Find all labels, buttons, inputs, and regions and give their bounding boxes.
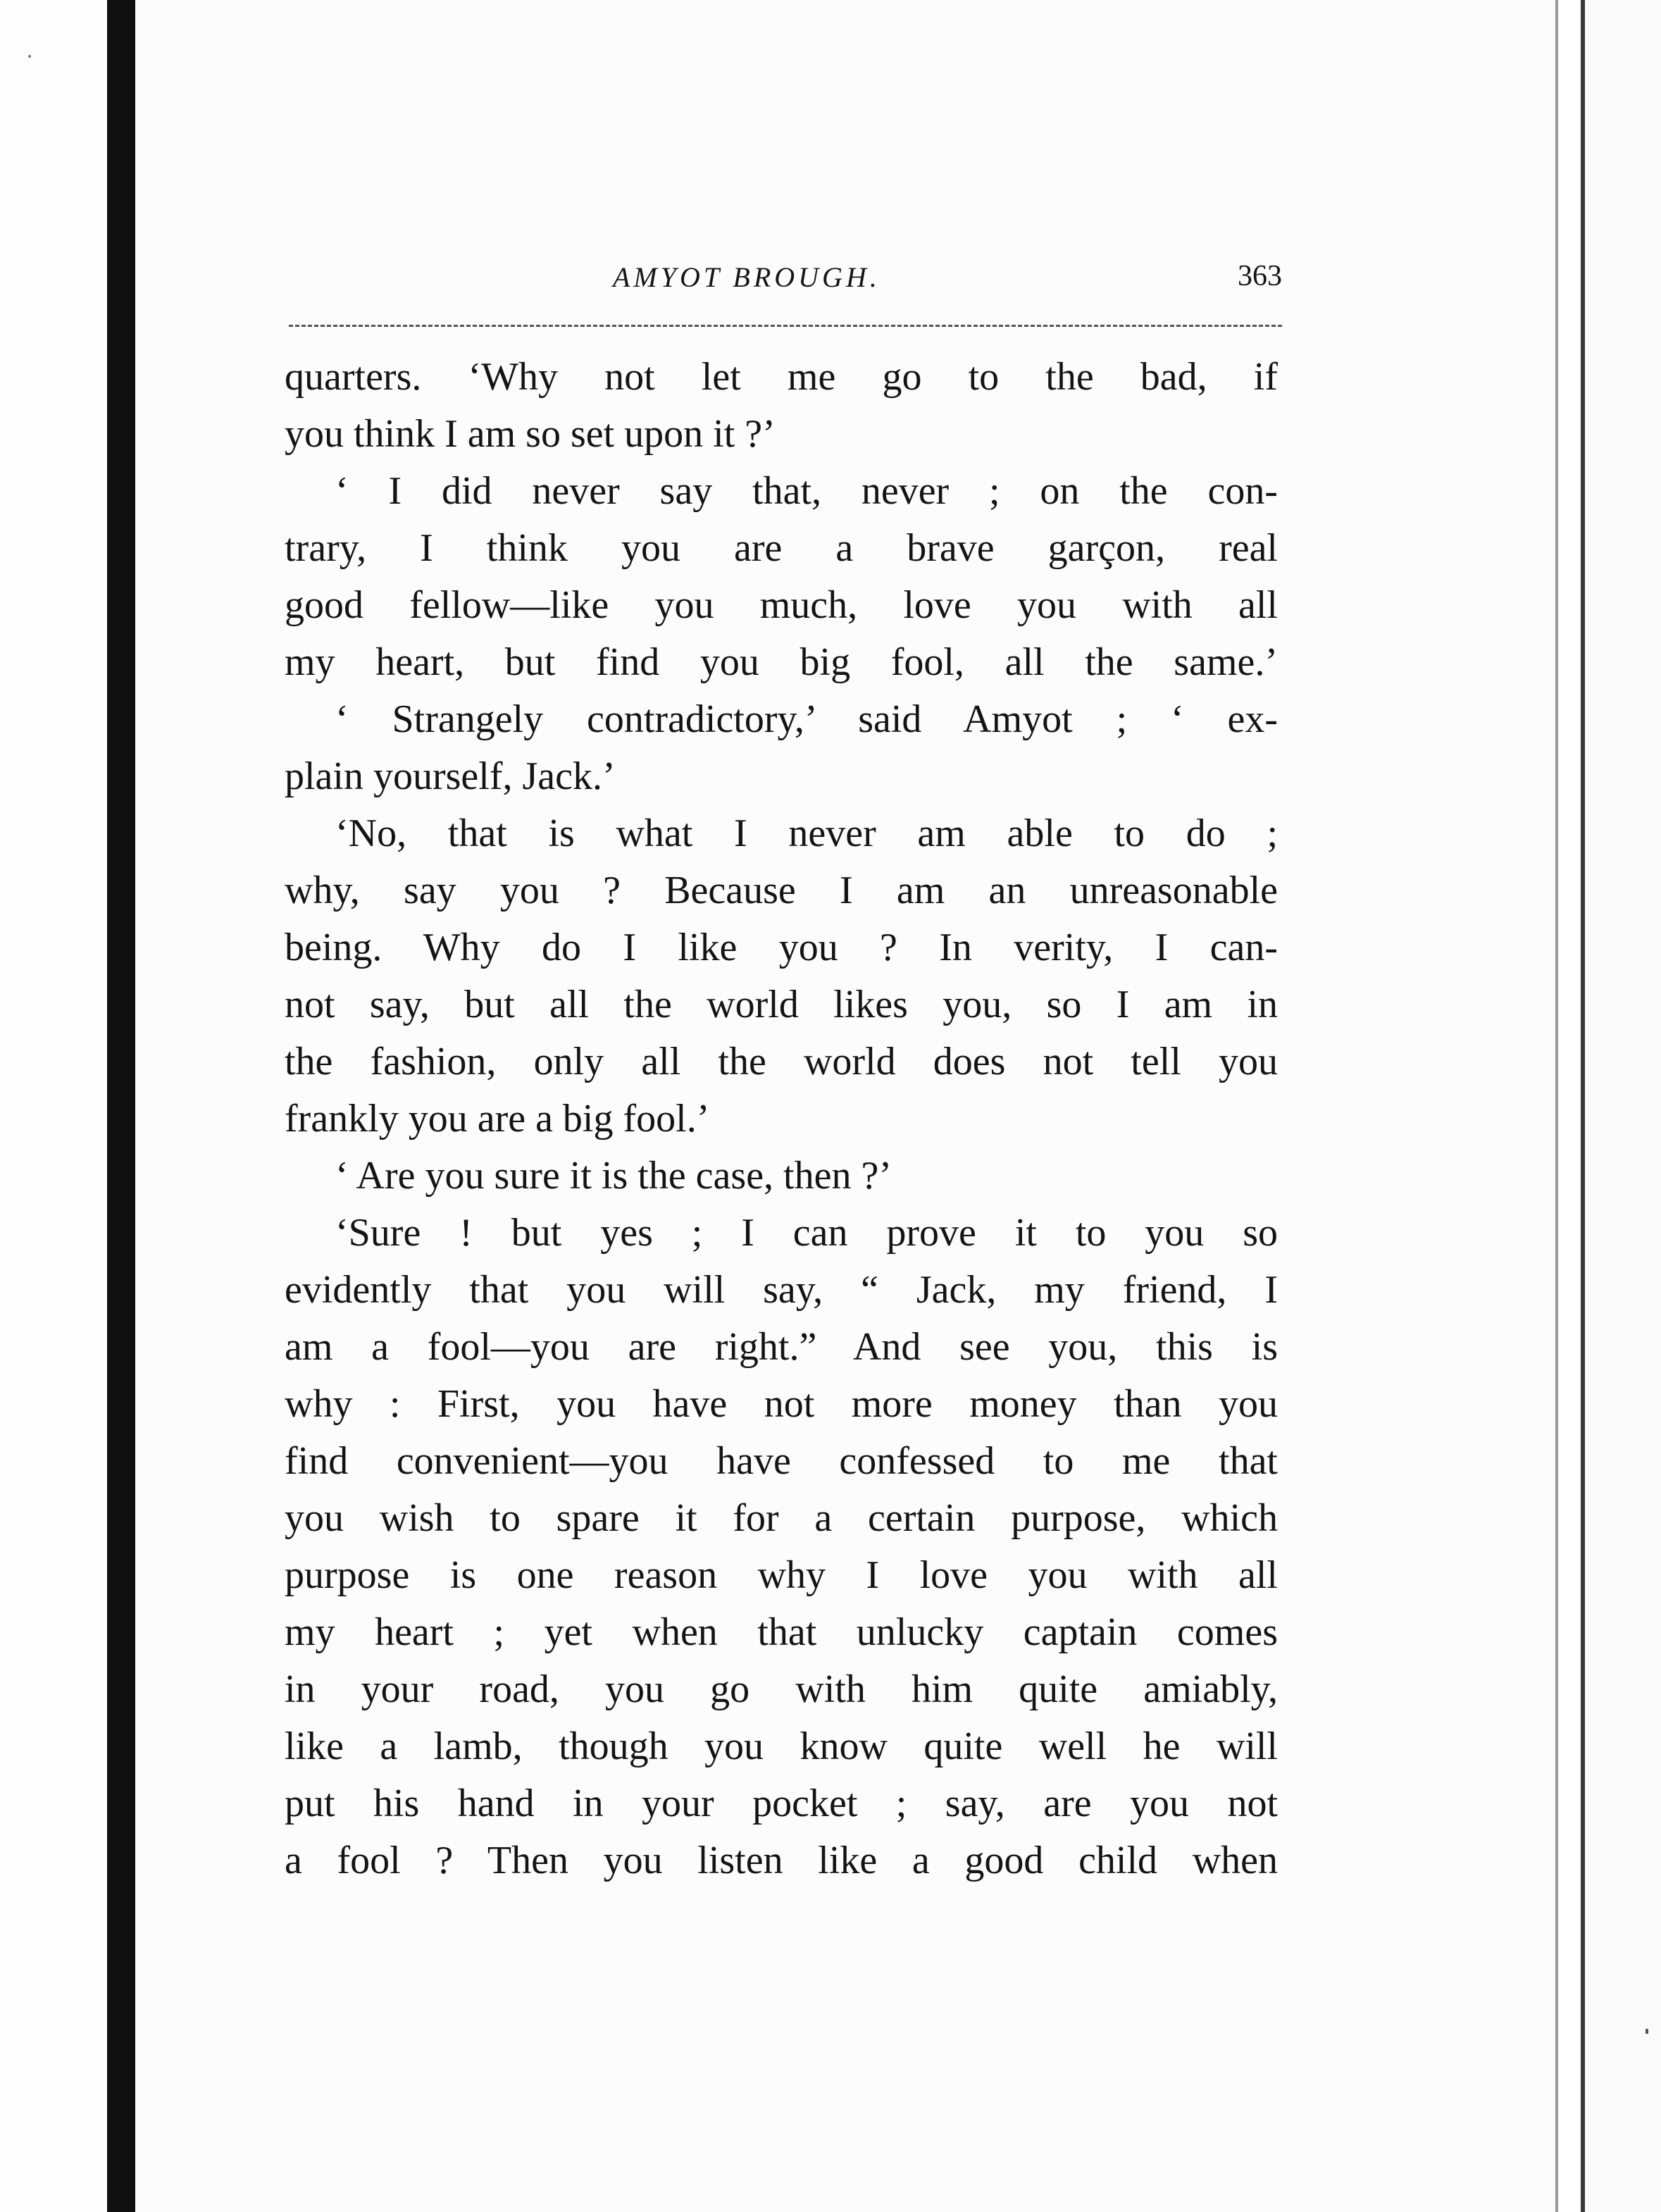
text-line: a fool ? Then you listen like a good child when bbox=[285, 1839, 1278, 1882]
text-line: my heart ; yet when that unlucky captain comes bbox=[285, 1610, 1278, 1654]
text-line: ‘ Strangely contradictory,’ said Amyot ; ‘ ex- bbox=[335, 697, 1278, 741]
page-edge-line bbox=[1555, 0, 1558, 2212]
text-line: my heart, but find you big fool, all the same.’ bbox=[285, 640, 1278, 684]
speck bbox=[28, 55, 31, 58]
text-line: ‘No, that is what I never am able to do ; bbox=[335, 812, 1278, 855]
body-text bbox=[285, 349, 1278, 1889]
left-page-margin bbox=[0, 0, 106, 2212]
text-line: ‘Sure ! but yes ; I can prove it to you so bbox=[335, 1211, 1278, 1255]
page-number: 363 bbox=[1238, 260, 1282, 292]
text-line: good fellow—like you much, love you with all bbox=[285, 583, 1278, 627]
text-line: not say, but all the world likes you, so I am in bbox=[285, 983, 1278, 1026]
text-line: find convenient—you have confessed to me that bbox=[285, 1439, 1278, 1483]
text-line: in your road, you go with him quite amiably, bbox=[285, 1667, 1278, 1711]
text-line: the fashion, only all the world does not tell you bbox=[285, 1040, 1278, 1083]
running-title: AMYOT BROUGH. bbox=[613, 261, 881, 293]
text-line: quarters. ‘Why not let me go to the bad, if bbox=[285, 355, 1278, 399]
text-line: why, say you ? Because I am an unreasonable bbox=[285, 869, 1278, 912]
text-line: plain yourself, Jack.’ bbox=[285, 754, 616, 798]
running-head bbox=[282, 261, 1282, 310]
header-rule bbox=[289, 325, 1282, 327]
text-line: you wish to spare it for a certain purpose, which bbox=[285, 1496, 1278, 1540]
text-line: put his hand in your pocket ; say, are you not bbox=[285, 1782, 1278, 1825]
text-line: why : First, you have not more money than you bbox=[285, 1382, 1278, 1426]
text-line: like a lamb, though you know quite well he will bbox=[285, 1725, 1278, 1768]
speck bbox=[1646, 2029, 1648, 2034]
text-line: am a fool—you are right.” And see you, this is bbox=[285, 1325, 1278, 1369]
text-line: purpose is one reason why I love you with all bbox=[285, 1553, 1278, 1597]
text-line: frankly you are a big fool.’ bbox=[285, 1097, 710, 1141]
text-line: being. Why do I like you ? In verity, I can- bbox=[285, 926, 1278, 969]
text-line: you think I am so set upon it ?’ bbox=[285, 412, 776, 456]
text-line: evidently that you will say, “ Jack, my friend, I bbox=[285, 1268, 1278, 1312]
text-line: ‘ I did never say that, never ; on the con- bbox=[335, 469, 1278, 513]
text-line: trary, I think you are a brave garçon, real bbox=[285, 526, 1278, 570]
binding-shadow bbox=[107, 0, 135, 2212]
right-page-margin bbox=[1585, 0, 1661, 2212]
text-line: ‘ Are you sure it is the case, then ?’ bbox=[335, 1154, 892, 1198]
